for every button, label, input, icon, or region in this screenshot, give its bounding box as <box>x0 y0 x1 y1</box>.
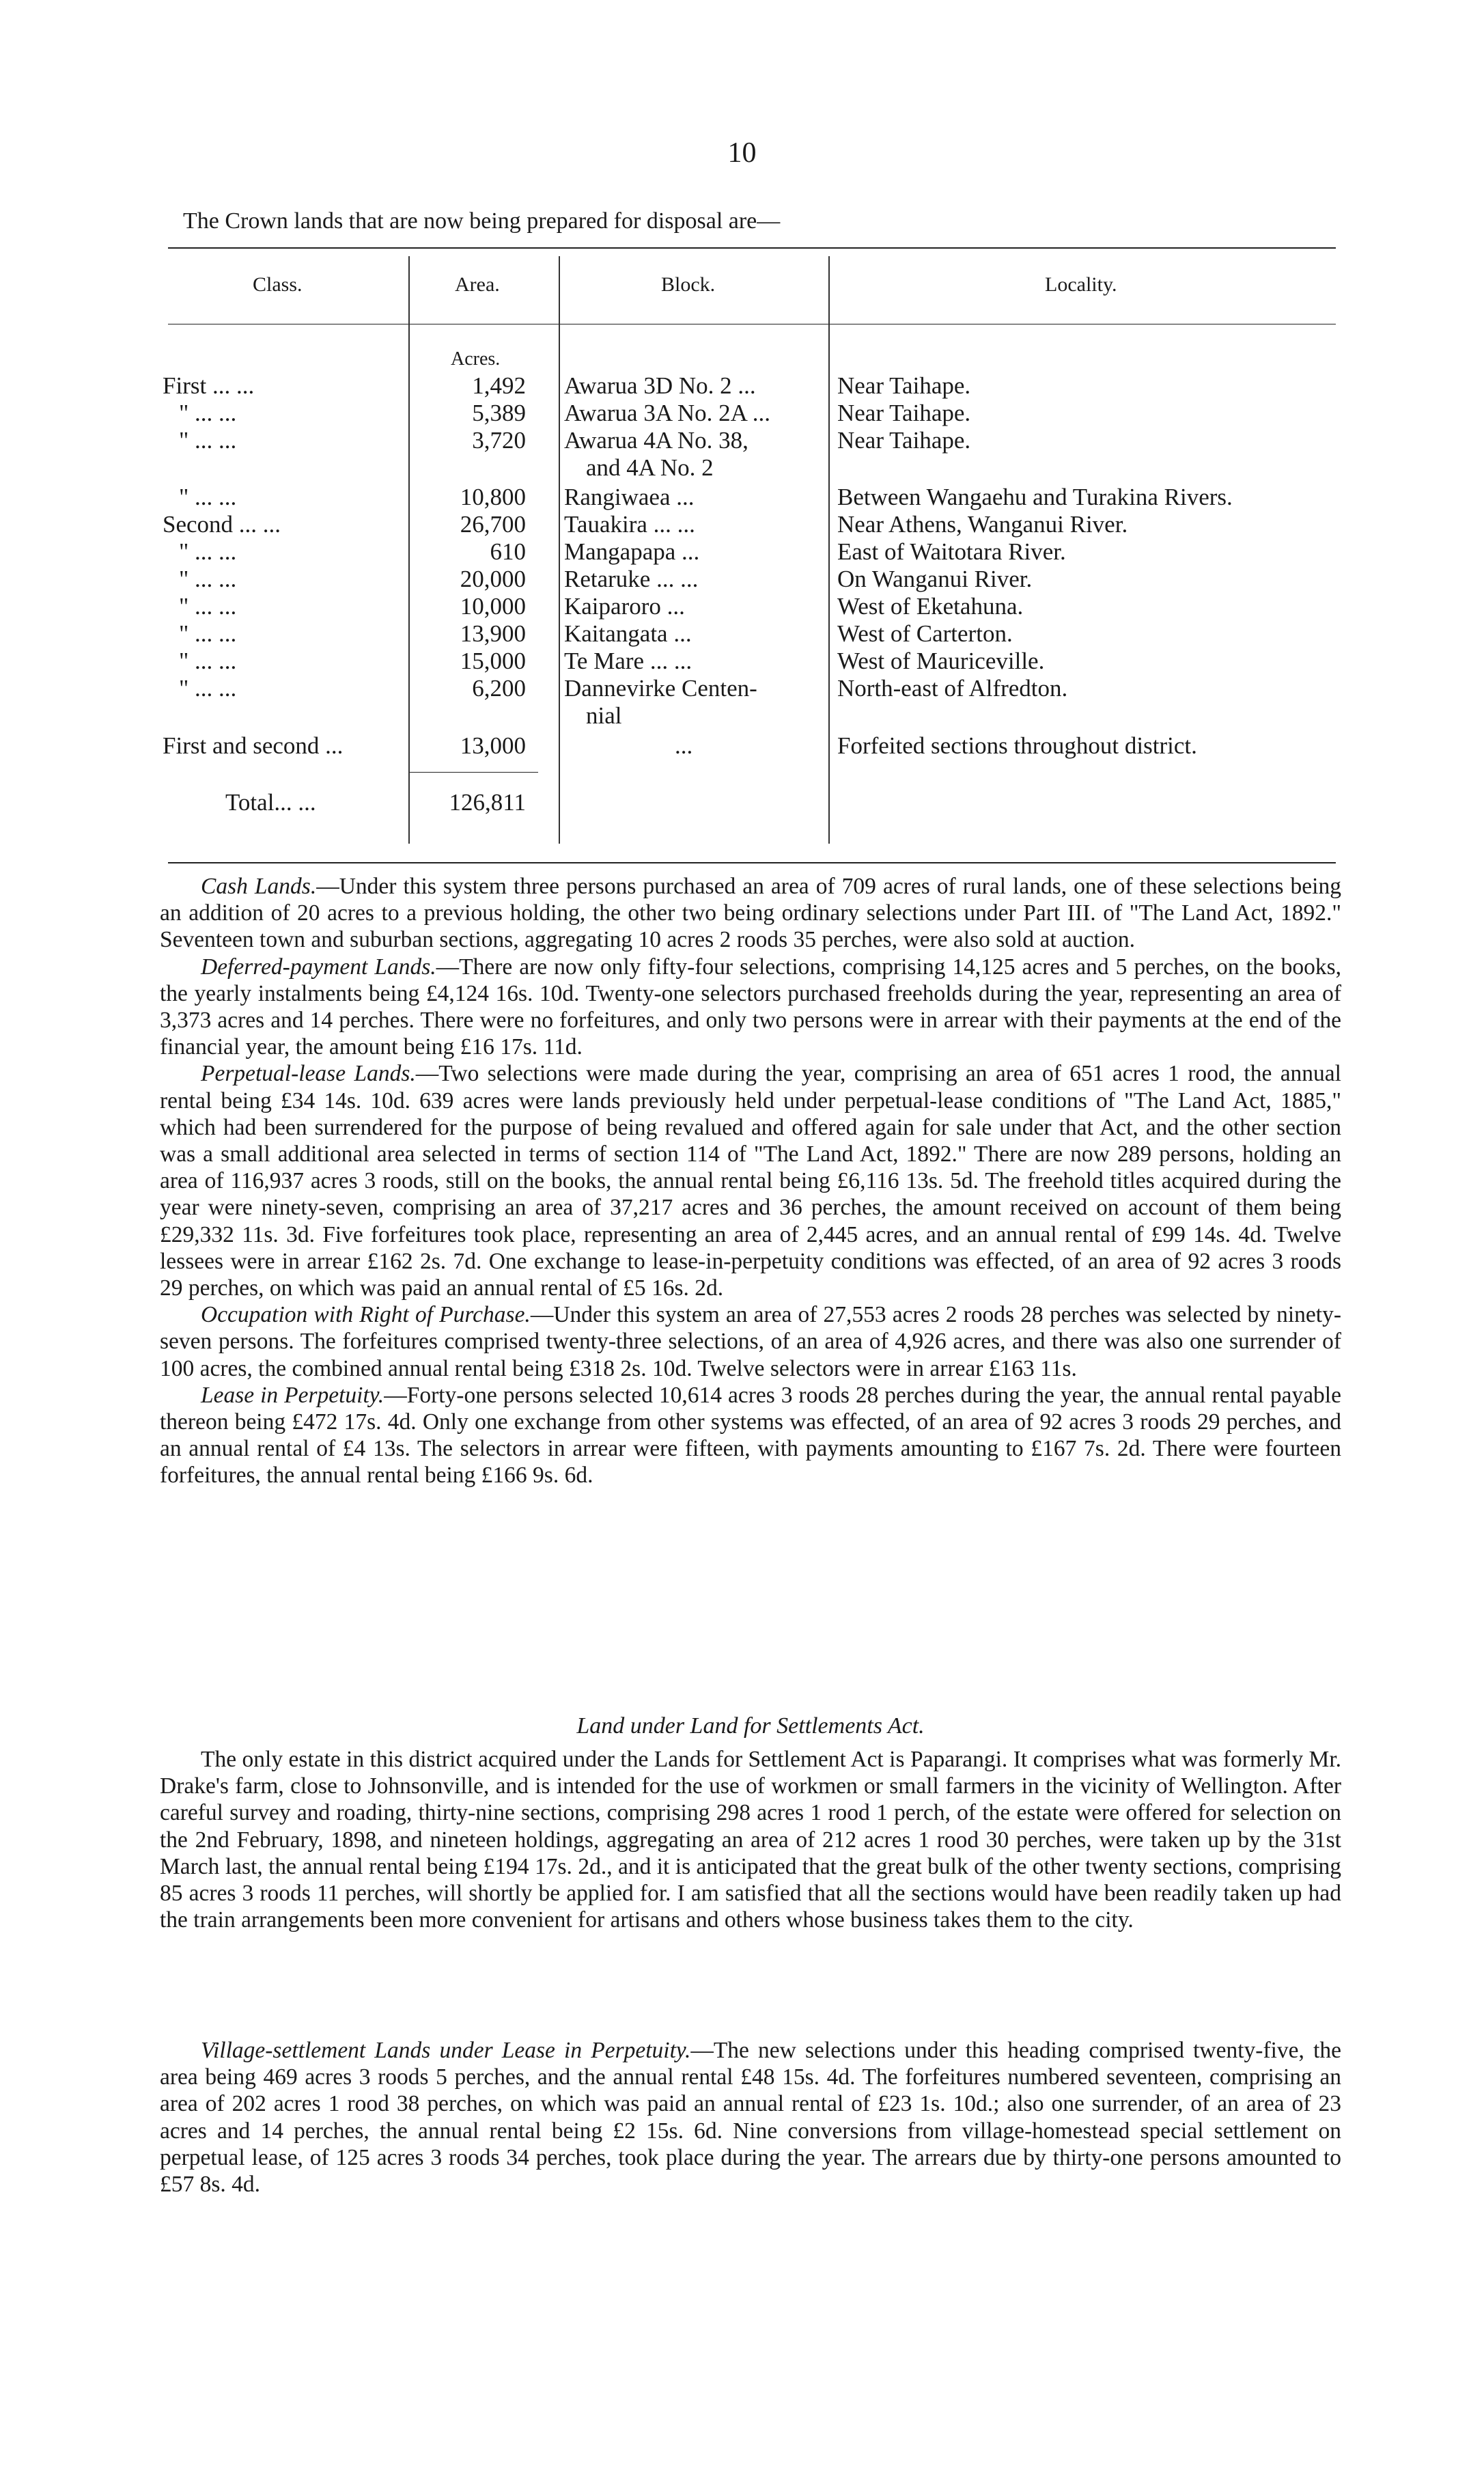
heading-occupation: Occupation with Right of Purchase. <box>201 1302 531 1328</box>
cell-area: 13,900 <box>460 620 526 647</box>
cell-block: Awarua 3A No. 2A ... <box>564 400 771 426</box>
cell-block: Tauakira ... ... <box>564 511 695 538</box>
paragraph-settlement: The only estate in this district acquired under the Lands for Settlement Act is Paparangi. It comprises what was formerly Mr. Drake's farm, close to Johnsonville, and is intended for the use of workmen or small farmers in the vicinity of Wellington. After careful survey and roading, thirty-nine sections, comprising 298 acres 1 rood 1 perch, of the estate were offered for selection on the 2nd February, 1898, and nineteen holdings, aggregating an area of 212 acres 1 rood 30 perches, were taken up by the 31st March last, the annual rental being £194 17s. 2d., and it is anticipated that the great bulk of the other twenty sections, comprising 85 acres 3 roods 11 perches, will shortly be applied for. I am satisfied that all the sections would have been readily taken up had the train arrangements been more convenient for artisans and others whose business takes them to the city. <box>160 1747 1341 1933</box>
cell-block: Retaruke ... ... <box>564 566 699 592</box>
cell-locality: West of Eketahuna. <box>837 593 1024 620</box>
cell-area: 1,492 <box>472 372 526 399</box>
header-class: Class. <box>253 273 303 296</box>
column-divider <box>559 256 560 844</box>
body-text-upper <box>160 873 1341 1489</box>
cell-locality: Near Athens, Wanganui River. <box>837 511 1128 538</box>
cell-area: 10,800 <box>460 484 526 510</box>
table-bottom-rule <box>168 862 1336 863</box>
cell-class: " ... ... <box>179 620 237 647</box>
cell-area: 5,389 <box>472 400 526 426</box>
cell-class: " ... ... <box>179 566 237 592</box>
text-cash-lands: —Under this system three persons purchased an area of 709 acres of rural lands, one of these selections being an addition of 20 acres to a previous holding, the other two being ordinary selections under Part III. of "The Land Act, 1892." Seventeen town and suburban sections, aggregating 10 acres 2 roods 35 perches, were also sold at auction. <box>160 874 1341 953</box>
total-label: Total... ... <box>225 789 316 816</box>
total-area: 126,811 <box>449 789 526 816</box>
cell-class: First ... ... <box>163 372 255 399</box>
total-rule <box>410 772 538 773</box>
cell-locality: Near Taihape. <box>837 400 971 426</box>
cell-area: 15,000 <box>460 648 526 674</box>
cell-locality: West of Carterton. <box>837 620 1013 647</box>
cell-area: 3,720 <box>472 427 526 454</box>
header-locality: Locality. <box>1045 273 1117 296</box>
settlement-heading: Land under Land for Settlements Act. <box>576 1713 925 1739</box>
paragraph-occupation <box>160 1301 1341 1382</box>
cell-block-continued: and 4A No. 2 <box>586 454 714 481</box>
heading-village-settlement: Village-settlement Lands under Lease in Perpetuity. <box>201 2038 691 2063</box>
cell-class: " ... ... <box>179 675 237 702</box>
header-block: Block. <box>661 273 716 296</box>
text-occupation: —Under this system an area of 27,553 acres 2 roods 28 perches was selected by ninety-seven persons. The forfeitures comprised twenty-three selections, of an area of 4,926 acres, and there was also one surrender of 100 acres, the combined annual rental being £318 2s. 10d. Twelve selectors were in arrear £163 11s. <box>160 1302 1341 1381</box>
text-village-settlement: —The new selections under this heading comprised twenty-five, the area being 469 acres 3 roods 5 perches, and the annual rental £48 15s. 4d. The forfeitures numbered seventeen, comprising an area of 202 acres 1 rood 38 perches, on which was paid an annual rental of £23 1s. 10d.; also one surrender, of an area of 23 acres and 14 perches, the annual rental being £2 15s. 6d. Nine conversions from village-homestead special settlement on perpetual lease, of 125 acres 3 roods 34 perches, took place during the year. The arrears due by thirty-one persons amounted to £57 8s. 4d. <box>160 2038 1341 2198</box>
cell-class: " ... ... <box>179 427 237 454</box>
cell-class: " ... ... <box>179 593 237 620</box>
cell-area: 6,200 <box>472 675 526 702</box>
heading-perpetual-lease: Perpetual-lease Lands. <box>201 1061 416 1087</box>
cell-class: " ... ... <box>179 484 237 510</box>
cell-locality: Forfeited sections throughout district. <box>837 732 1197 759</box>
body-text-settlement <box>160 1746 1341 1933</box>
cell-block: Awarua 3D No. 2 ... <box>564 372 756 399</box>
paragraph-lease-in-perpetuity <box>160 1382 1341 1489</box>
text-deferred-payment: —There are now only fifty-four selections, comprising 14,125 acres and 5 perches, on the books, the yearly instalments being £4,124 16s. 10d. Twenty-one selectors purchased freeholds during the year, representing an area of 3,373 acres and 14 perches. There were no forfeitures, and only two persons were in arrear with their payments at the end of the financial year, the amount being £16 17s. 11d. <box>160 954 1341 1060</box>
cell-area: 20,000 <box>460 566 526 592</box>
page-number: 10 <box>727 137 757 169</box>
cell-block: Kaitangata ... <box>564 620 692 647</box>
cell-area: 26,700 <box>460 511 526 538</box>
cell-locality: North-east of Alfredton. <box>837 675 1068 702</box>
header-area: Area. <box>455 273 500 296</box>
cell-block: Awarua 4A No. 38, <box>564 427 748 454</box>
cell-class: " ... ... <box>179 400 237 426</box>
paragraph-village-settlement <box>160 2037 1341 2198</box>
cell-area: 10,000 <box>460 593 526 620</box>
cell-locality: Between Wangaehu and Turakina Rivers. <box>837 484 1233 510</box>
text-lease-in-perpetuity: —Forty-one persons selected 10,614 acres 3 roods 28 perches during the year, the annual rental payable thereon being £472 17s. 4d. Only one exchange from other systems was effected, of an area of 92 acres 3 roods 29 perches, and an annual rental of £4 13s. The selectors in arrear were fifteen, with payments amounting to £167 7s. 2d. There were fourteen forfeitures, the annual rental being £166 9s. 6d. <box>160 1382 1341 1489</box>
cell-block: Dannevirke Centen- <box>564 675 757 702</box>
cell-class: " ... ... <box>179 538 237 565</box>
cell-block: Mangapapa ... <box>564 538 700 565</box>
table-intro: The Crown lands that are now being prepared for disposal are— <box>183 208 781 234</box>
heading-deferred-payment: Deferred-payment Lands. <box>201 954 436 980</box>
cell-block: Kaiparoro ... <box>564 593 685 620</box>
cell-locality: Near Taihape. <box>837 372 971 399</box>
heading-cash-lands: Cash Lands. <box>201 874 317 899</box>
cell-block-continued: nial <box>586 702 622 729</box>
cell-block: Rangiwaea ... <box>564 484 695 510</box>
cell-locality: East of Waitotara River. <box>837 538 1066 565</box>
paragraph-perpetual-lease <box>160 1060 1341 1301</box>
cell-class: Second ... ... <box>163 511 281 538</box>
area-unit: Acres. <box>451 348 501 370</box>
cell-area: 13,000 <box>460 732 526 759</box>
cell-class: First and second ... <box>163 732 344 759</box>
cell-locality: Near Taihape. <box>837 427 971 454</box>
cell-locality: West of Mauriceville. <box>837 648 1045 674</box>
table-top-rule <box>168 247 1336 249</box>
cell-area: 610 <box>490 538 526 565</box>
body-text-village <box>160 2037 1341 2198</box>
cell-block: Te Mare ... ... <box>564 648 692 674</box>
heading-lease-in-perpetuity: Lease in Perpetuity. <box>201 1382 384 1408</box>
paragraph-cash-lands <box>160 873 1341 954</box>
cell-class: " ... ... <box>179 648 237 674</box>
column-divider <box>828 256 830 844</box>
paragraph-deferred-payment <box>160 954 1341 1061</box>
cell-block: ... <box>675 732 693 759</box>
cell-locality: On Wanganui River. <box>837 566 1033 592</box>
text-perpetual-lease: —Two selections were made during the year, comprising an area of 651 acres 1 rood, the annual rental being £34 14s. 10d. 639 acres were lands previously held under perpetual-lease conditions of "The Land Act, 1885," which had been surrendered for the purpose of being revalued and offered again for sale under that Act, and the other section was a small additional area selected in terms of section 114 of "The Land Act, 1892." There are now 289 persons, holding an area of 116,937 acres 3 roods, still on the books, the annual rental being £6,116 13s. 5d. The freehold titles acquired during the year were ninety-seven, comprising an area of 37,217 acres and 36 perches, the amount received on account of them being £29,332 11s. 3d. Five forfeitures took place, representing an area of 2,445 acres, and an annual rental of £99 14s. 4d. Twelve lessees were in arrear £162 2s. 7d. One exchange to lease-in-perpetuity conditions was effected, of an area of 92 acres 3 roods 29 perches, on which was paid an annual rental of £5 16s. 2d. <box>160 1061 1341 1301</box>
